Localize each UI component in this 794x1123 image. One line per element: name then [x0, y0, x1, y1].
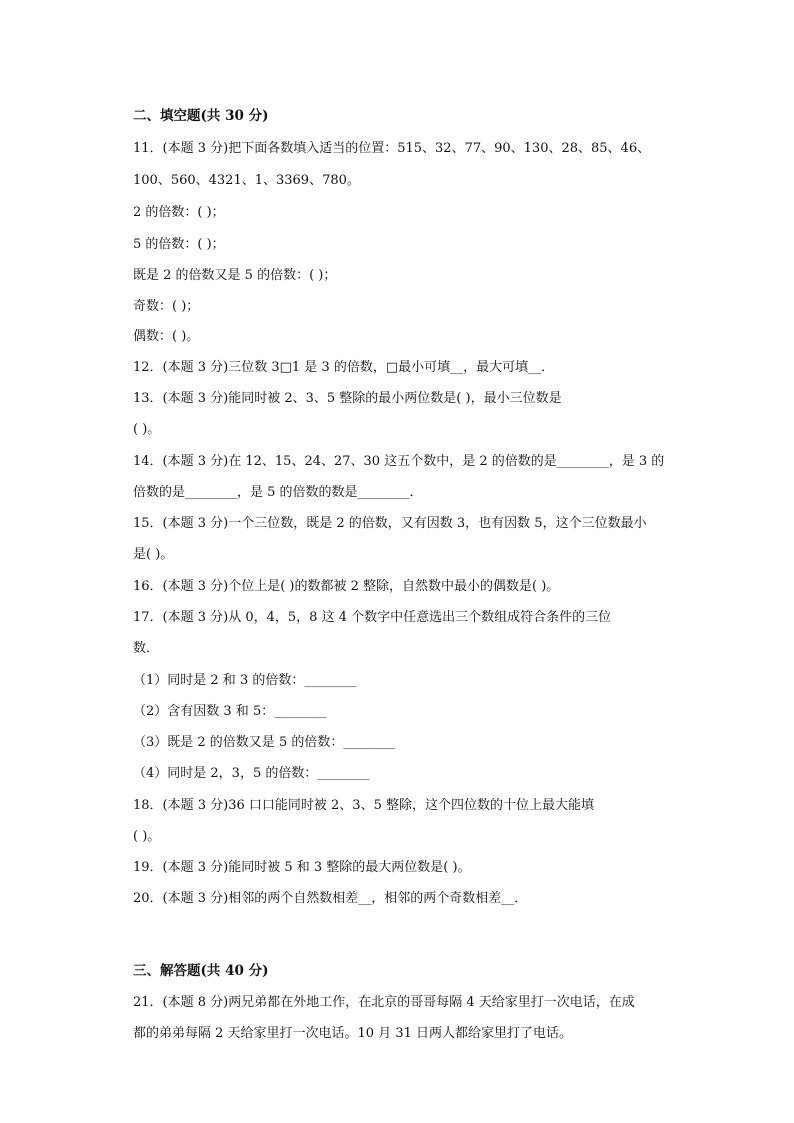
question-21-line-1: 21．(本题 8 分)两兄弟都在外地工作，在北京的哥哥每隔 4 天给家里打一次电话，在成 [133, 995, 635, 1010]
question-17-part-1: （1）同时是 2 和 3 的倍数：________ [133, 673, 357, 688]
question-17-part-3: （3）既是 2 的倍数又是 5 的倍数：________ [133, 735, 396, 750]
question-11-odd-numbers: 奇数：( )； [133, 299, 200, 314]
question-11-even-numbers: 偶数：( )。 [133, 329, 200, 344]
question-21-line-2: 都的弟弟每隔 2 天给家里打一次电话。10 月 31 日两人都给家里打了电话。 [133, 1026, 573, 1041]
question-17-part-4: （4）同时是 2，3，5 的倍数：________ [133, 766, 370, 781]
question-16: 16．(本题 3 分)个位上是( )的数都被 2 整除，自然数中最小的偶数是( )。 [133, 579, 560, 594]
question-18-line-2: ( )。 [133, 829, 161, 844]
question-13-line-1: 13．(本题 3 分)能同时被 2、3、5 整除的最小两位数是( )，最小三位数是 [133, 391, 562, 406]
question-13-line-2: ( )。 [133, 422, 161, 437]
question-11-line-1: 11．(本题 3 分)把下面各数填入适当的位置：515、32、77、90、130、28、85、46、 [133, 141, 651, 156]
question-11-multiples-of-2-and-5: 既是 2 的倍数又是 5 的倍数：( )； [133, 268, 337, 283]
question-20: 20．(本题 3 分)相邻的两个自然数相差__，相邻的两个奇数相差__． [133, 891, 528, 906]
section-heading-fill-in: 二、填空题(共 30 分) [133, 108, 269, 124]
question-11-multiples-of-2: 2 的倍数：( )； [133, 205, 225, 220]
question-19: 19．(本题 3 分)能同时被 5 和 3 整除的最大两位数是( )。 [133, 860, 471, 875]
question-11-line-2: 100、560、4321、1、3369、780。 [133, 173, 360, 188]
question-14-line-2: 倍数的是________，是 5 的倍数的数是________． [133, 485, 423, 500]
question-14-line-1: 14．(本题 3 分)在 12、15、24、27、30 这五个数中，是 2 的倍数的是________，是 3 的 [133, 454, 665, 469]
question-17-line-1: 17．(本题 3 分)从 0，4，5，8 这 4 个数字中任意选出三个数组成符合条件的三位 [133, 610, 612, 625]
question-17-line-2: 数． [133, 641, 160, 656]
question-17-part-2: （2）含有因数 3 和 5：________ [133, 704, 327, 719]
question-15-line-2: 是( )。 [133, 547, 174, 562]
question-15-line-1: 15．(本题 3 分)一个三位数，既是 2 的倍数，又有因数 3，也有因数 5，这个三位数最小 [133, 516, 647, 531]
question-11-multiples-of-5: 5 的倍数：( )； [133, 237, 225, 252]
section-heading-solve: 三、解答题(共 40 分) [133, 963, 269, 979]
question-12: 12．(本题 3 分)三位数 3□1 是 3 的倍数，□最小可填__，最大可填__． [133, 360, 555, 375]
question-18-line-1: 18．(本题 3 分)36 口口能同时被 2、3、5 整除，这个四位数的十位上最大能填 [133, 798, 594, 813]
